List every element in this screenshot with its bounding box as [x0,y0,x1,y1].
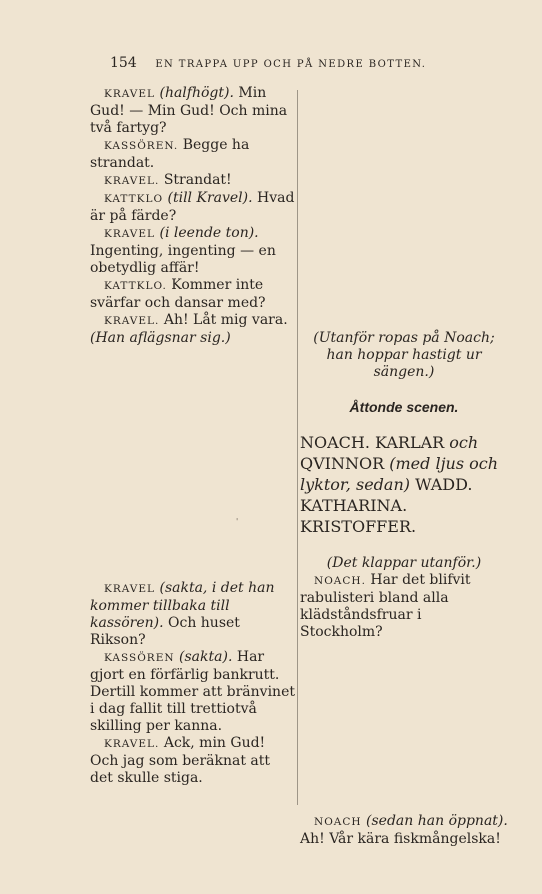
speech-line: KATTKLO (till Kravel). Hvad är på färde? [90,190,295,224]
page-number: 154 [110,55,137,71]
speech-line: KRAVEL. Ack, min Gud! Och jag som beräknat att det skulle stiga. [90,735,271,786]
column-divider [297,90,298,805]
left-column-top [90,85,295,347]
stage-direction-knock: (Det klappar utanför.) [326,555,482,571]
speech-line: KRAVEL (halfhögt). Min Gud! — Min Gud! Och mina två fartyg? [90,85,288,136]
speech-line: KRAVEL (i leende ton). Ingenting, ingenting — en obetydlig affär! [90,225,276,276]
speech-line: KRAVEL. Strandat! [104,172,232,188]
stage-direction-exit: (Han aflägsnar sig.) [90,330,231,346]
running-header [110,55,430,71]
speech-line: KATTKLO. Kommer inte svärfar och dansar med? [90,277,266,311]
speech-line: KASSÖREN (sakta). Har gjort en förfärlig bankrutt. Dertill kommer att bränvinet i dag fallit till trettiotvå skilling per kanna. [90,649,295,734]
print-mark: ' [236,517,239,526]
speech-line: KASSÖREN. Begge ha strandat. [90,137,250,171]
scene-title: Åttonde scenen. [349,399,459,415]
stage-direction-offstage: (Utanför ropas på Noach; han hoppar hastigt ur sängen.) [313,330,495,380]
speech-noach-1: NOACH. Har det blifvit rabulisteri bland alla klädståndsfruar i Stockholm? [300,572,471,640]
cast-list: NOACH. KARLAR och QVINNOR (med ljus och lyktor, sedan) WADD. KATHARINA. KRISTOFFER. [300,433,499,536]
speech-line: KRAVEL (sakta, i det han kommer tillbaka till kassören). Och huset Rikson? [90,580,275,648]
speech-noach-2: NOACH (sedan han öppnat). Ah! Vår kära fiskmångelska! [300,813,508,847]
left-column-bottom [90,580,295,787]
speech-line: KRAVEL. Ah! Låt mig vara. [104,312,288,328]
right-column [300,330,508,848]
running-title: EN TRAPPA UPP OCH PÅ NEDRE BOTTEN. [155,59,427,70]
